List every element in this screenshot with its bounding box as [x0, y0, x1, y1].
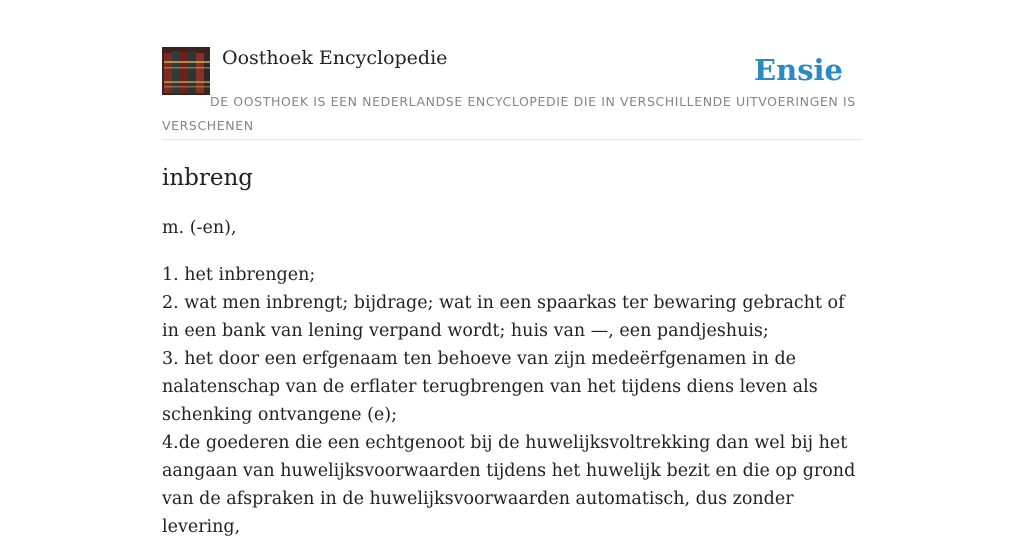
book-spines-icon	[162, 47, 210, 95]
site-tagline: DE OOSTHOEK IS EEN NEDERLANDSE ENCYCLOPEDIE DIE IN VERSCHILLENDE UITVOERINGEN IS VERSCHENEN	[162, 94, 856, 133]
avatar[interactable]	[162, 47, 210, 95]
entry-title: inbreng	[162, 165, 254, 191]
entry-article	[162, 160, 862, 541]
definition-item: 4.de goederen die een echtgenoot bij de huwelijksvoltrekking dan wel bij het aangaan van huwelijksvoorwaarden tijdens het huwelijk bezit en die op grond van de afspraken in de huwelijksvoorwaarden automatisch, dus zonder levering,	[162, 433, 856, 537]
header-divider	[162, 139, 862, 140]
ensie-logo-link[interactable]: Ensie	[754, 53, 843, 87]
site-name[interactable]: Oosthoek Encyclopedie	[222, 47, 448, 69]
definition-item: 3. het door een erfgenaam ten behoeve van zijn medeërfgenamen in de nalatenschap van de erflater terugbrengen van het tijdens diens leven als schenking ontvangene (e);	[162, 349, 818, 425]
definition-item: 1. het inbrengen;	[162, 265, 316, 285]
definition-list	[162, 261, 862, 541]
definition-item: 2. wat men inbrengt; bijdrage; wat in een spaarkas ter bewaring gebracht of in een bank van lening verpand wordt; huis van —, een pandjeshuis;	[162, 293, 845, 341]
entry-grammar: m. (-en),	[162, 218, 237, 238]
